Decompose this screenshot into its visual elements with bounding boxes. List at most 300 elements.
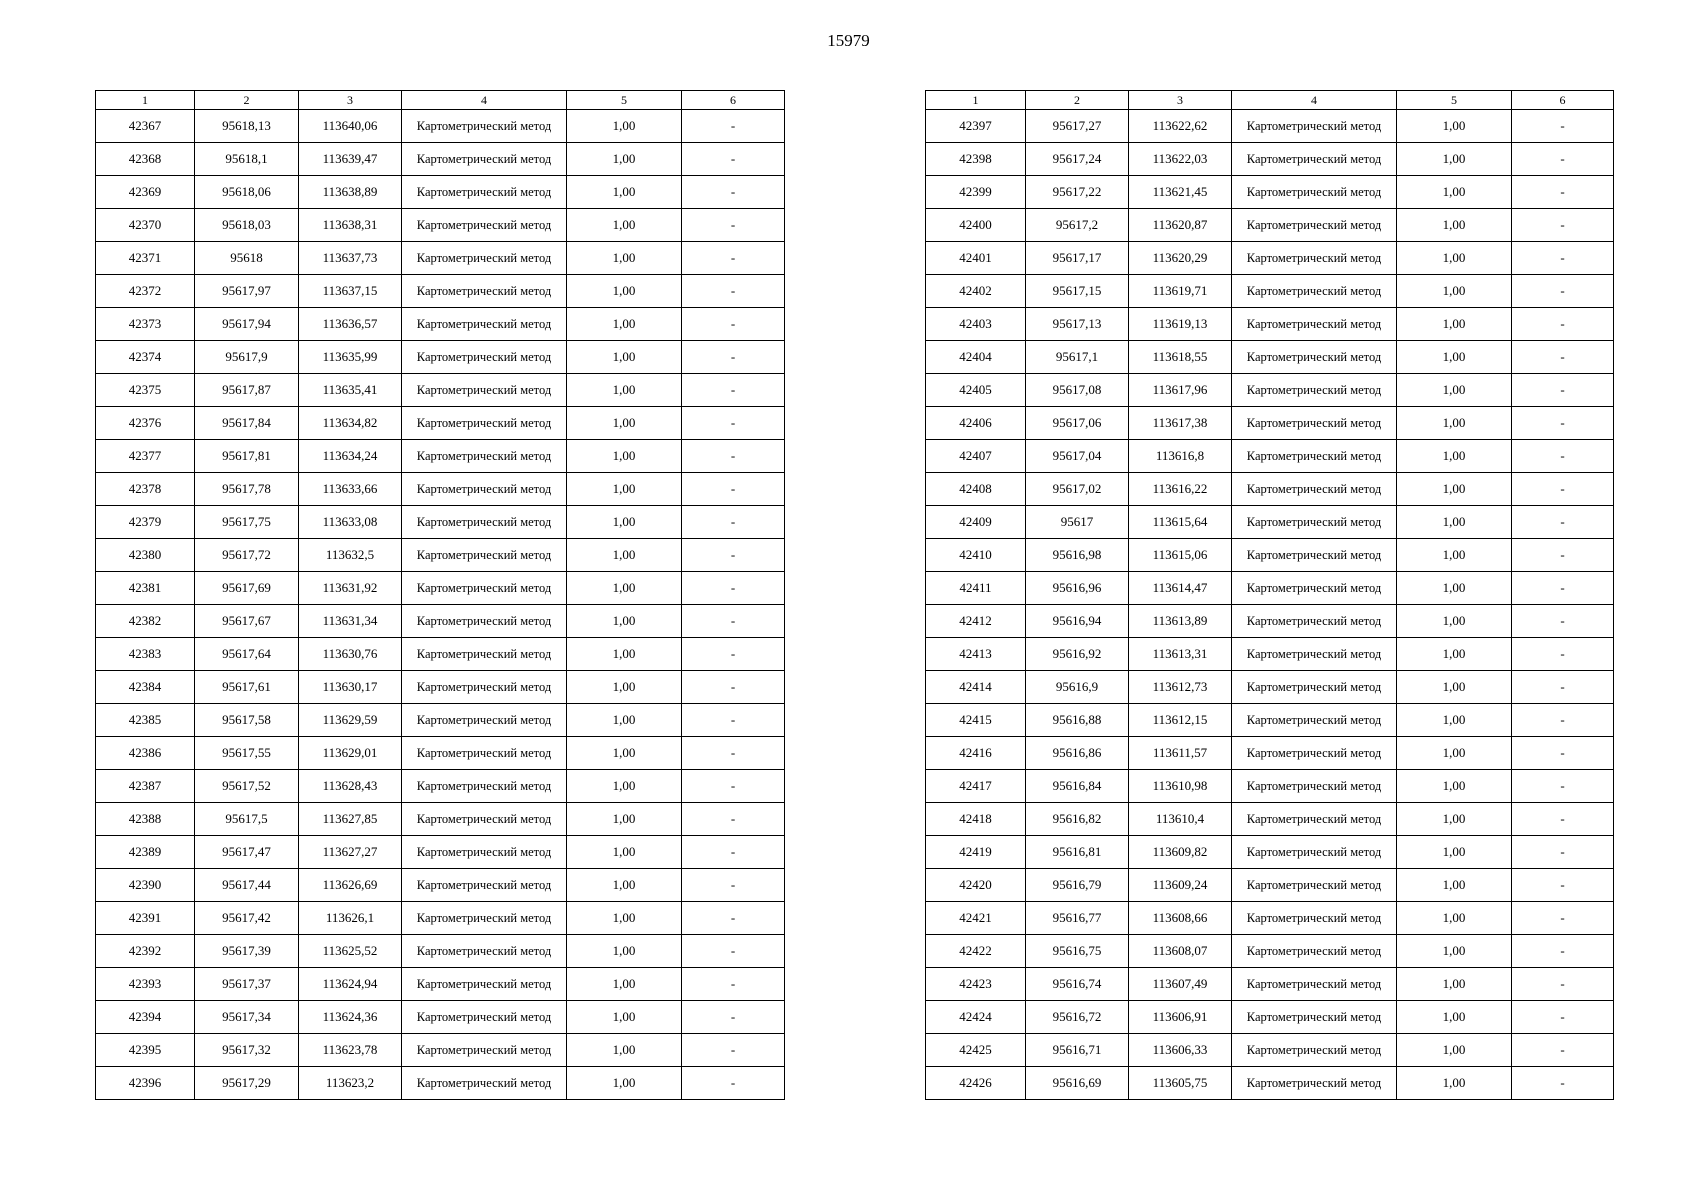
table-row <box>96 407 785 440</box>
x-coordinate-cell: 95617,37 <box>195 968 299 1001</box>
table-row <box>926 770 1614 803</box>
column-header: 4 <box>1232 91 1397 110</box>
x-coordinate-cell: 95616,9 <box>1026 671 1129 704</box>
accuracy-cell: 1,00 <box>567 935 682 968</box>
note-cell: - <box>682 209 785 242</box>
column-header: 1 <box>926 91 1026 110</box>
note-cell: - <box>682 902 785 935</box>
point-number-cell: 42373 <box>96 308 195 341</box>
table-row <box>96 176 785 209</box>
table-row <box>96 737 785 770</box>
y-coordinate-cell: 113627,85 <box>299 803 402 836</box>
table-row <box>96 605 785 638</box>
note-cell: - <box>1512 143 1614 176</box>
method-cell: Картометрический метод <box>1232 968 1397 1001</box>
method-cell: Картометрический метод <box>402 176 567 209</box>
method-cell: Картометрический метод <box>402 1001 567 1034</box>
x-coordinate-cell: 95616,81 <box>1026 836 1129 869</box>
method-cell: Картометрический метод <box>402 968 567 1001</box>
coordinates-table-right <box>925 90 1614 1100</box>
accuracy-cell: 1,00 <box>567 638 682 671</box>
x-coordinate-cell: 95616,94 <box>1026 605 1129 638</box>
accuracy-cell: 1,00 <box>567 836 682 869</box>
method-cell: Картометрический метод <box>402 869 567 902</box>
point-number-cell: 42382 <box>96 605 195 638</box>
accuracy-cell: 1,00 <box>1397 506 1512 539</box>
note-cell: - <box>1512 209 1614 242</box>
x-coordinate-cell: 95616,79 <box>1026 869 1129 902</box>
note-cell: - <box>682 407 785 440</box>
y-coordinate-cell: 113636,57 <box>299 308 402 341</box>
y-coordinate-cell: 113613,89 <box>1129 605 1232 638</box>
x-coordinate-cell: 95617,44 <box>195 869 299 902</box>
note-cell: - <box>1512 605 1614 638</box>
x-coordinate-cell: 95617,97 <box>195 275 299 308</box>
table-row <box>926 440 1614 473</box>
note-cell: - <box>682 176 785 209</box>
accuracy-cell: 1,00 <box>1397 176 1512 209</box>
point-number-cell: 42421 <box>926 902 1026 935</box>
point-number-cell: 42426 <box>926 1067 1026 1100</box>
accuracy-cell: 1,00 <box>1397 110 1512 143</box>
table-row <box>96 836 785 869</box>
x-coordinate-cell: 95617,39 <box>195 935 299 968</box>
table-row <box>96 506 785 539</box>
point-number-cell: 42410 <box>926 539 1026 572</box>
point-number-cell: 42393 <box>96 968 195 1001</box>
column-header: 3 <box>1129 91 1232 110</box>
table-row <box>96 374 785 407</box>
table-row <box>926 1067 1614 1100</box>
y-coordinate-cell: 113612,15 <box>1129 704 1232 737</box>
x-coordinate-cell: 95617,9 <box>195 341 299 374</box>
x-coordinate-cell: 95616,71 <box>1026 1034 1129 1067</box>
accuracy-cell: 1,00 <box>567 869 682 902</box>
point-number-cell: 42425 <box>926 1034 1026 1067</box>
y-coordinate-cell: 113630,17 <box>299 671 402 704</box>
note-cell: - <box>1512 770 1614 803</box>
method-cell: Картометрический метод <box>402 704 567 737</box>
table-row <box>926 209 1614 242</box>
y-coordinate-cell: 113626,69 <box>299 869 402 902</box>
note-cell: - <box>682 506 785 539</box>
note-cell: - <box>682 605 785 638</box>
accuracy-cell: 1,00 <box>567 473 682 506</box>
method-cell: Картометрический метод <box>1232 737 1397 770</box>
table-row <box>926 473 1614 506</box>
point-number-cell: 42372 <box>96 275 195 308</box>
table-row <box>926 803 1614 836</box>
note-cell: - <box>1512 704 1614 737</box>
accuracy-cell: 1,00 <box>567 605 682 638</box>
accuracy-cell: 1,00 <box>1397 473 1512 506</box>
accuracy-cell: 1,00 <box>1397 902 1512 935</box>
y-coordinate-cell: 113609,82 <box>1129 836 1232 869</box>
note-cell: - <box>682 935 785 968</box>
y-coordinate-cell: 113613,31 <box>1129 638 1232 671</box>
note-cell: - <box>1512 176 1614 209</box>
x-coordinate-cell: 95616,69 <box>1026 1067 1129 1100</box>
y-coordinate-cell: 113639,47 <box>299 143 402 176</box>
y-coordinate-cell: 113629,01 <box>299 737 402 770</box>
y-coordinate-cell: 113621,45 <box>1129 176 1232 209</box>
accuracy-cell: 1,00 <box>567 737 682 770</box>
point-number-cell: 42395 <box>96 1034 195 1067</box>
table-header-row <box>926 91 1614 110</box>
point-number-cell: 42400 <box>926 209 1026 242</box>
x-coordinate-cell: 95616,98 <box>1026 539 1129 572</box>
x-coordinate-cell: 95616,74 <box>1026 968 1129 1001</box>
table-row <box>926 374 1614 407</box>
accuracy-cell: 1,00 <box>567 275 682 308</box>
y-coordinate-cell: 113624,36 <box>299 1001 402 1034</box>
accuracy-cell: 1,00 <box>567 341 682 374</box>
table-row <box>96 341 785 374</box>
accuracy-cell: 1,00 <box>567 143 682 176</box>
method-cell: Картометрический метод <box>1232 176 1397 209</box>
point-number-cell: 42385 <box>96 704 195 737</box>
point-number-cell: 42383 <box>96 638 195 671</box>
note-cell: - <box>1512 407 1614 440</box>
x-coordinate-cell: 95616,84 <box>1026 770 1129 803</box>
method-cell: Картометрический метод <box>402 341 567 374</box>
method-cell: Картометрический метод <box>1232 242 1397 275</box>
x-coordinate-cell: 95617,1 <box>1026 341 1129 374</box>
x-coordinate-cell: 95617 <box>1026 506 1129 539</box>
table-row <box>926 671 1614 704</box>
x-coordinate-cell: 95617,64 <box>195 638 299 671</box>
y-coordinate-cell: 113617,96 <box>1129 374 1232 407</box>
accuracy-cell: 1,00 <box>567 1067 682 1100</box>
method-cell: Картометрический метод <box>1232 605 1397 638</box>
x-coordinate-cell: 95617,58 <box>195 704 299 737</box>
note-cell: - <box>1512 1001 1614 1034</box>
table-row <box>926 308 1614 341</box>
y-coordinate-cell: 113622,62 <box>1129 110 1232 143</box>
method-cell: Картометрический метод <box>402 638 567 671</box>
table-row <box>96 473 785 506</box>
y-coordinate-cell: 113622,03 <box>1129 143 1232 176</box>
method-cell: Картометрический метод <box>402 1067 567 1100</box>
method-cell: Картометрический метод <box>1232 638 1397 671</box>
point-number-cell: 42376 <box>96 407 195 440</box>
note-cell: - <box>1512 341 1614 374</box>
note-cell: - <box>1512 968 1614 1001</box>
y-coordinate-cell: 113627,27 <box>299 836 402 869</box>
accuracy-cell: 1,00 <box>1397 143 1512 176</box>
point-number-cell: 42415 <box>926 704 1026 737</box>
accuracy-cell: 1,00 <box>567 539 682 572</box>
y-coordinate-cell: 113625,52 <box>299 935 402 968</box>
point-number-cell: 42407 <box>926 440 1026 473</box>
table-row <box>96 803 785 836</box>
point-number-cell: 42423 <box>926 968 1026 1001</box>
x-coordinate-cell: 95616,75 <box>1026 935 1129 968</box>
column-header: 6 <box>1512 91 1614 110</box>
y-coordinate-cell: 113620,87 <box>1129 209 1232 242</box>
note-cell: - <box>1512 935 1614 968</box>
method-cell: Картометрический метод <box>402 143 567 176</box>
y-coordinate-cell: 113623,2 <box>299 1067 402 1100</box>
y-coordinate-cell: 113605,75 <box>1129 1067 1232 1100</box>
accuracy-cell: 1,00 <box>1397 407 1512 440</box>
y-coordinate-cell: 113607,49 <box>1129 968 1232 1001</box>
x-coordinate-cell: 95617,13 <box>1026 308 1129 341</box>
method-cell: Картометрический метод <box>1232 407 1397 440</box>
accuracy-cell: 1,00 <box>567 407 682 440</box>
point-number-cell: 42389 <box>96 836 195 869</box>
accuracy-cell: 1,00 <box>567 1034 682 1067</box>
x-coordinate-cell: 95617,04 <box>1026 440 1129 473</box>
x-coordinate-cell: 95618 <box>195 242 299 275</box>
y-coordinate-cell: 113626,1 <box>299 902 402 935</box>
x-coordinate-cell: 95618,1 <box>195 143 299 176</box>
note-cell: - <box>682 275 785 308</box>
point-number-cell: 42369 <box>96 176 195 209</box>
x-coordinate-cell: 95617,69 <box>195 572 299 605</box>
table-row <box>926 869 1614 902</box>
coordinates-table-left <box>95 90 785 1100</box>
table-row <box>926 176 1614 209</box>
point-number-cell: 42418 <box>926 803 1026 836</box>
column-header: 1 <box>96 91 195 110</box>
x-coordinate-cell: 95618,06 <box>195 176 299 209</box>
method-cell: Картометрический метод <box>1232 1034 1397 1067</box>
point-number-cell: 42419 <box>926 836 1026 869</box>
point-number-cell: 42380 <box>96 539 195 572</box>
table-row <box>926 737 1614 770</box>
method-cell: Картометрический метод <box>402 737 567 770</box>
method-cell: Картометрический метод <box>402 671 567 704</box>
table-row <box>926 275 1614 308</box>
table-row <box>926 506 1614 539</box>
point-number-cell: 42403 <box>926 308 1026 341</box>
accuracy-cell: 1,00 <box>1397 242 1512 275</box>
method-cell: Картометрический метод <box>1232 506 1397 539</box>
method-cell: Картометрический метод <box>1232 1067 1397 1100</box>
x-coordinate-cell: 95617,17 <box>1026 242 1129 275</box>
column-header: 4 <box>402 91 567 110</box>
accuracy-cell: 1,00 <box>567 902 682 935</box>
x-coordinate-cell: 95617,61 <box>195 671 299 704</box>
note-cell: - <box>682 803 785 836</box>
table-row <box>96 1034 785 1067</box>
accuracy-cell: 1,00 <box>1397 770 1512 803</box>
y-coordinate-cell: 113637,15 <box>299 275 402 308</box>
point-number-cell: 42402 <box>926 275 1026 308</box>
method-cell: Картометрический метод <box>1232 110 1397 143</box>
point-number-cell: 42417 <box>926 770 1026 803</box>
method-cell: Картометрический метод <box>402 605 567 638</box>
note-cell: - <box>1512 902 1614 935</box>
y-coordinate-cell: 113619,13 <box>1129 308 1232 341</box>
table-row <box>926 572 1614 605</box>
method-cell: Картометрический метод <box>402 440 567 473</box>
accuracy-cell: 1,00 <box>1397 308 1512 341</box>
point-number-cell: 42370 <box>96 209 195 242</box>
table-row <box>96 440 785 473</box>
table-row <box>96 968 785 1001</box>
method-cell: Картометрический метод <box>402 1034 567 1067</box>
x-coordinate-cell: 95617,94 <box>195 308 299 341</box>
column-header: 5 <box>1397 91 1512 110</box>
table-row <box>96 308 785 341</box>
x-coordinate-cell: 95616,96 <box>1026 572 1129 605</box>
x-coordinate-cell: 95617,84 <box>195 407 299 440</box>
x-coordinate-cell: 95617,55 <box>195 737 299 770</box>
point-number-cell: 42375 <box>96 374 195 407</box>
y-coordinate-cell: 113611,57 <box>1129 737 1232 770</box>
y-coordinate-cell: 113638,89 <box>299 176 402 209</box>
x-coordinate-cell: 95618,03 <box>195 209 299 242</box>
y-coordinate-cell: 113633,08 <box>299 506 402 539</box>
x-coordinate-cell: 95618,13 <box>195 110 299 143</box>
note-cell: - <box>1512 110 1614 143</box>
method-cell: Картометрический метод <box>1232 374 1397 407</box>
point-number-cell: 42424 <box>926 1001 1026 1034</box>
point-number-cell: 42408 <box>926 473 1026 506</box>
x-coordinate-cell: 95616,88 <box>1026 704 1129 737</box>
method-cell: Картометрический метод <box>1232 539 1397 572</box>
method-cell: Картометрический метод <box>402 110 567 143</box>
note-cell: - <box>1512 374 1614 407</box>
point-number-cell: 42391 <box>96 902 195 935</box>
y-coordinate-cell: 113632,5 <box>299 539 402 572</box>
note-cell: - <box>682 308 785 341</box>
table-row <box>96 209 785 242</box>
note-cell: - <box>682 836 785 869</box>
y-coordinate-cell: 113616,8 <box>1129 440 1232 473</box>
accuracy-cell: 1,00 <box>567 308 682 341</box>
point-number-cell: 42406 <box>926 407 1026 440</box>
x-coordinate-cell: 95617,32 <box>195 1034 299 1067</box>
method-cell: Картометрический метод <box>1232 341 1397 374</box>
method-cell: Картометрический метод <box>402 275 567 308</box>
note-cell: - <box>682 638 785 671</box>
table-row <box>926 605 1614 638</box>
y-coordinate-cell: 113628,43 <box>299 770 402 803</box>
point-number-cell: 42422 <box>926 935 1026 968</box>
accuracy-cell: 1,00 <box>1397 1034 1512 1067</box>
x-coordinate-cell: 95617,02 <box>1026 473 1129 506</box>
note-cell: - <box>1512 473 1614 506</box>
accuracy-cell: 1,00 <box>1397 605 1512 638</box>
point-number-cell: 42401 <box>926 242 1026 275</box>
accuracy-cell: 1,00 <box>1397 638 1512 671</box>
note-cell: - <box>682 242 785 275</box>
x-coordinate-cell: 95617,5 <box>195 803 299 836</box>
y-coordinate-cell: 113610,4 <box>1129 803 1232 836</box>
table-row <box>96 242 785 275</box>
x-coordinate-cell: 95616,72 <box>1026 1001 1129 1034</box>
x-coordinate-cell: 95617,08 <box>1026 374 1129 407</box>
point-number-cell: 42384 <box>96 671 195 704</box>
accuracy-cell: 1,00 <box>1397 968 1512 1001</box>
method-cell: Картометрический метод <box>402 836 567 869</box>
note-cell: - <box>1512 737 1614 770</box>
y-coordinate-cell: 113619,71 <box>1129 275 1232 308</box>
table-row <box>96 572 785 605</box>
point-number-cell: 42414 <box>926 671 1026 704</box>
y-coordinate-cell: 113640,06 <box>299 110 402 143</box>
y-coordinate-cell: 113617,38 <box>1129 407 1232 440</box>
y-coordinate-cell: 113633,66 <box>299 473 402 506</box>
point-number-cell: 42390 <box>96 869 195 902</box>
x-coordinate-cell: 95617,81 <box>195 440 299 473</box>
y-coordinate-cell: 113623,78 <box>299 1034 402 1067</box>
note-cell: - <box>1512 671 1614 704</box>
table-row <box>926 407 1614 440</box>
note-cell: - <box>682 968 785 1001</box>
accuracy-cell: 1,00 <box>567 176 682 209</box>
method-cell: Картометрический метод <box>402 374 567 407</box>
point-number-cell: 42386 <box>96 737 195 770</box>
table-row <box>96 143 785 176</box>
table-row <box>96 539 785 572</box>
y-coordinate-cell: 113608,66 <box>1129 902 1232 935</box>
point-number-cell: 42374 <box>96 341 195 374</box>
point-number-cell: 42397 <box>926 110 1026 143</box>
accuracy-cell: 1,00 <box>567 572 682 605</box>
x-coordinate-cell: 95617,15 <box>1026 275 1129 308</box>
method-cell: Картометрический метод <box>1232 935 1397 968</box>
method-cell: Картометрический метод <box>1232 143 1397 176</box>
accuracy-cell: 1,00 <box>1397 671 1512 704</box>
table-row <box>926 110 1614 143</box>
note-cell: - <box>1512 869 1614 902</box>
accuracy-cell: 1,00 <box>1397 1001 1512 1034</box>
note-cell: - <box>682 539 785 572</box>
y-coordinate-cell: 113608,07 <box>1129 935 1232 968</box>
method-cell: Картометрический метод <box>402 770 567 803</box>
note-cell: - <box>682 869 785 902</box>
method-cell: Картометрический метод <box>1232 902 1397 935</box>
y-coordinate-cell: 113637,73 <box>299 242 402 275</box>
note-cell: - <box>682 1067 785 1100</box>
accuracy-cell: 1,00 <box>567 1001 682 1034</box>
y-coordinate-cell: 113615,64 <box>1129 506 1232 539</box>
note-cell: - <box>682 737 785 770</box>
table-row <box>96 704 785 737</box>
accuracy-cell: 1,00 <box>567 374 682 407</box>
table-row <box>96 935 785 968</box>
column-header: 2 <box>1026 91 1129 110</box>
y-coordinate-cell: 113635,99 <box>299 341 402 374</box>
accuracy-cell: 1,00 <box>1397 341 1512 374</box>
method-cell: Картометрический метод <box>1232 803 1397 836</box>
accuracy-cell: 1,00 <box>567 968 682 1001</box>
note-cell: - <box>682 440 785 473</box>
accuracy-cell: 1,00 <box>567 770 682 803</box>
table-row <box>926 704 1614 737</box>
x-coordinate-cell: 95616,77 <box>1026 902 1129 935</box>
x-coordinate-cell: 95617,34 <box>195 1001 299 1034</box>
note-cell: - <box>1512 1067 1614 1100</box>
note-cell: - <box>682 1034 785 1067</box>
point-number-cell: 42416 <box>926 737 1026 770</box>
note-cell: - <box>1512 275 1614 308</box>
method-cell: Картометрический метод <box>1232 770 1397 803</box>
x-coordinate-cell: 95617,29 <box>195 1067 299 1100</box>
method-cell: Картометрический метод <box>402 209 567 242</box>
note-cell: - <box>1512 803 1614 836</box>
method-cell: Картометрический метод <box>402 506 567 539</box>
point-number-cell: 42409 <box>926 506 1026 539</box>
accuracy-cell: 1,00 <box>1397 803 1512 836</box>
column-header: 5 <box>567 91 682 110</box>
accuracy-cell: 1,00 <box>567 242 682 275</box>
x-coordinate-cell: 95617,75 <box>195 506 299 539</box>
